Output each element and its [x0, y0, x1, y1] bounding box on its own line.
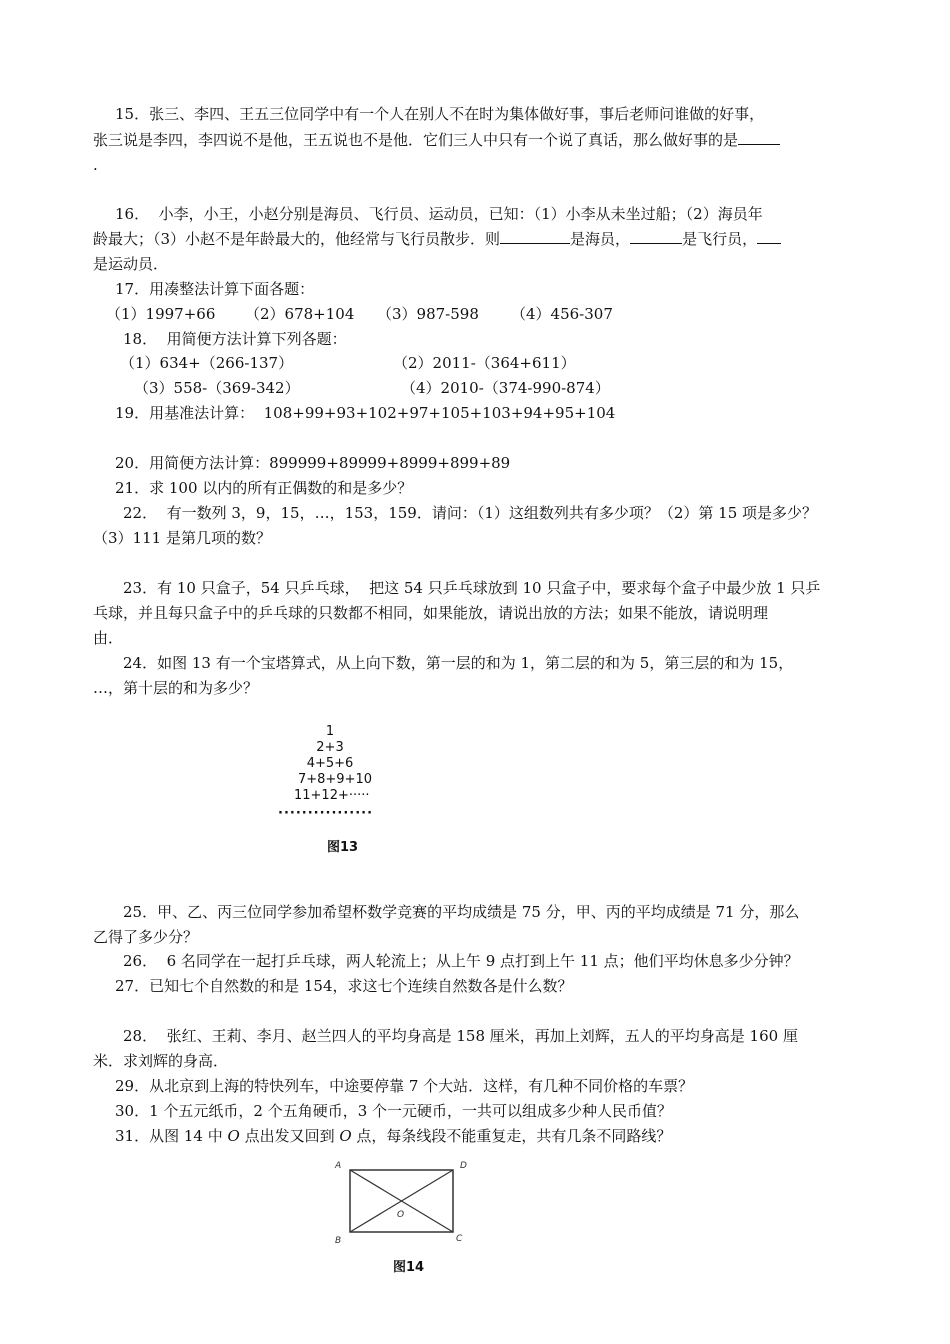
pyramid-row-4: 7+8+9+10: [297, 772, 373, 787]
p16-blank-sailor: [500, 229, 570, 244]
p23-line2: 乓球，并且每只盒子中的乒乓球的只数都不相同，如果能放，请说出放的方法；如果不能放，请说明理: [93, 604, 769, 622]
p15-line3: .: [93, 156, 98, 174]
p31-text-a: 31．从图 14 中: [115, 1127, 228, 1145]
figure-14-diagram: [330, 1158, 475, 1248]
p15-text: 张三说是李四，李四说不是他，王五说也不是他．它们三人中只有一个说了真话，那么做好事的是: [93, 131, 739, 149]
p31-point-o-2: O: [339, 1127, 352, 1145]
p27: 27．已知七个自然数的和是 154，求这七个连续自然数各是什么数？: [115, 977, 573, 995]
p16-text-b: 是海员，: [570, 230, 631, 248]
pyramid-row-5: 11+12+·····: [294, 788, 370, 803]
p21: 21．求 100 以内的所有正偶数的和是多少？: [115, 479, 413, 497]
p20: 20．用简便方法计算：899999+89999+8999+899+89: [115, 454, 511, 472]
p28-line2: 米．求刘辉的身高．: [93, 1052, 229, 1070]
p22-line2: （3）111 是第几项的数？: [93, 529, 271, 547]
p28-line1: 28． 张红、王莉、李月、赵兰四人的平均身高是 158 厘米，再加上刘辉，五人的平均身高是 160 厘: [123, 1027, 798, 1045]
p16-line3: 是运动员．: [93, 255, 169, 273]
p23-line1: 23．有 10 只盒子，54 只乒乓球， 把这 54 只乒乓球放到 10 只盒子中，要求每个盒子中最少放 1 只乒: [123, 579, 821, 597]
p16-line1: 16． 小李，小王，小赵分别是海员、飞行员、运动员，已知：（1）小李从未坐过船；（2）海员年: [115, 205, 763, 223]
pyramid-row-3: 4+5+6: [306, 756, 354, 771]
p16-blank-athlete: [757, 229, 781, 244]
p31-text-c: 点，每条线段不能重复走，共有几条不同路线？: [351, 1127, 672, 1145]
p16-text-c: 是飞行员，: [682, 230, 758, 248]
p26: 26． 6 名同学在一起打乒乓球，两人轮流上；从上午 9 点打到上午 11 点；他们平均休息多少分钟？: [123, 952, 799, 970]
p18-item-4: （4）2010-（374-990-874）: [401, 379, 610, 397]
p24-line1: 24．如图 13 有一个宝塔算式，从上向下数，第一层的和为 1，第二层的和为 5，第三层的和为 15，: [123, 654, 794, 672]
p30: 30．1 个五元纸币，2 个五角硬币，3 个一元硬币，一共可以组成多少种人民币值？: [115, 1102, 673, 1120]
p18-item-3: （3）558-（369-342）: [134, 379, 300, 397]
label-b: B: [335, 1236, 342, 1246]
label-a: A: [335, 1161, 342, 1171]
p16-line2: [93, 229, 781, 249]
figure-14-caption: 图14: [393, 1260, 425, 1275]
p31: [115, 1126, 671, 1146]
pyramid-row-2: 2+3: [316, 740, 344, 755]
p18-item-1: （1）634+（266-137）: [120, 354, 294, 372]
pyramid-row-6: ················: [278, 806, 374, 821]
p25-line2: 乙得了多少分？: [93, 928, 199, 946]
p16-blank-pilot: [630, 229, 682, 244]
p15-line2: [93, 130, 780, 150]
p17-item-2: （2）678+104: [245, 305, 355, 323]
p24-line2: …，第十层的和为多少？: [93, 679, 259, 697]
figure-13-caption: 图13: [327, 840, 359, 855]
p31-text-b: 点出发又回到: [239, 1127, 340, 1145]
p17-item-1: （1）1997+66: [106, 305, 216, 323]
p17-title: 17．用凑整法计算下面各题：: [115, 280, 315, 298]
p19: 19．用基准法计算： 108+99+93+102+97+105+103+94+95+104: [115, 404, 616, 422]
p15-line1: 15．张三、李四、王五三位同学中有一个人在别人不在时为集体做好事，事后老师问谁做的好事，: [115, 105, 765, 123]
p18-title: 18． 用简便方法计算下列各题：: [123, 330, 347, 348]
label-d: D: [460, 1161, 467, 1171]
p18-item-2: （2）2011-（364+611）: [393, 354, 576, 372]
label-c: C: [456, 1234, 463, 1244]
p15-answer-blank: [738, 130, 780, 145]
pyramid-row-1: 1: [325, 724, 335, 739]
p31-point-o-1: O: [227, 1127, 240, 1145]
p17-item-3: （3）987-598: [377, 305, 479, 323]
p22-line1: 22． 有一数列 3，9，15，…，153，159．请问：（1）这组数列共有多少项？（2）第 15 项是多少？: [123, 504, 818, 522]
p25-line1: 25．甲、乙、丙三位同学参加希望杯数学竞赛的平均成绩是 75 分，甲、丙的平均成绩是 71 分，那么: [123, 903, 800, 921]
p17-item-4: （4）456-307: [511, 305, 613, 323]
p23-line3: 由．: [93, 629, 124, 647]
p29: 29．从北京到上海的特快列车，中途要停靠 7 个大站．这样，有几种不同价格的车票？: [115, 1077, 694, 1095]
label-o: O: [397, 1210, 405, 1220]
p16-text-a: 龄最大；（3）小赵不是年龄最大的，他经常与飞行员散步．则: [93, 230, 501, 248]
